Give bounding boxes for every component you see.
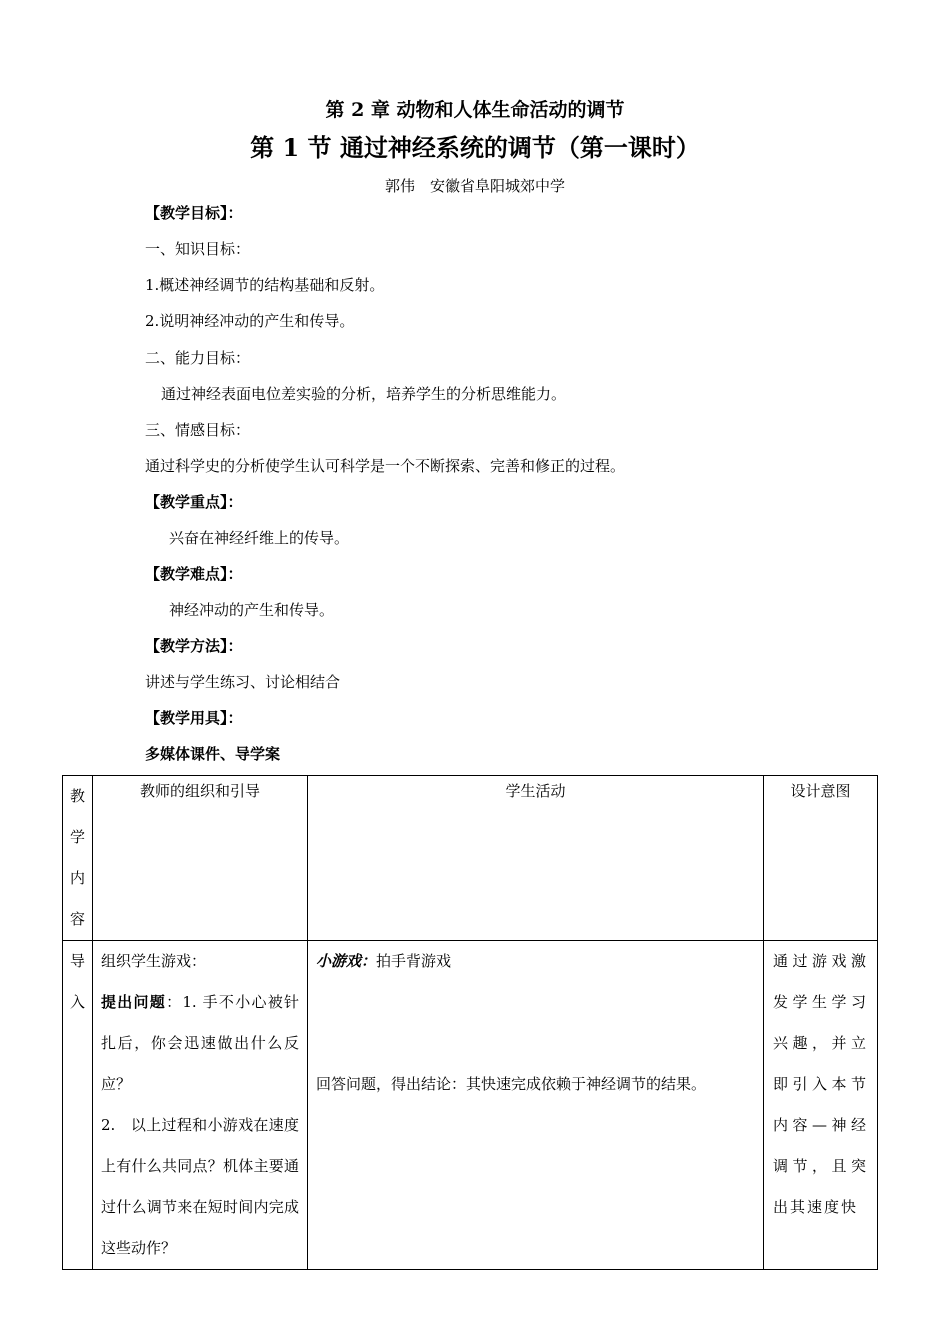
lesson-plan-table	[62, 775, 878, 1270]
emotion-item-1: 通过科学史的分析使学生认可科学是一个不断探索、完善和修正的过程。	[145, 457, 626, 475]
section-title: 第 1 节 通过神经系统的调节（第一课时）	[250, 133, 700, 162]
difficulty-text: 神经冲动的产生和传导。	[169, 601, 335, 619]
tools-text: 多媒体课件、导学案	[145, 745, 281, 763]
teacher-guidance	[93, 941, 307, 1269]
teacher-line-1: 组织学生游戏：	[101, 952, 207, 970]
header-content-char: 容	[69, 910, 85, 928]
header-design: 设计意图	[790, 782, 851, 800]
student-line-2: 回答问题，得出结论：其快速完成依赖于神经调节的结果。	[316, 1075, 707, 1093]
mini-game-text: 拍手背游戏	[376, 952, 452, 970]
table-row	[63, 941, 878, 1270]
header-content-char: 学	[69, 828, 85, 846]
method-label: 【教学方法】：	[145, 637, 243, 655]
header-student: 学生活动	[505, 782, 566, 800]
ability-heading: 二、能力目标：	[145, 349, 251, 367]
author-line: 郭伟 安徽省阜阳城郊中学	[384, 177, 565, 195]
mini-game-label: 小游戏：	[316, 952, 377, 970]
table-header-row	[63, 776, 878, 941]
student-activity	[308, 941, 763, 1105]
goals-label: 【教学目标】：	[145, 204, 243, 222]
tools-label: 【教学用具】：	[145, 709, 243, 727]
ability-item-1: 通过神经表面电位差实验的分析，培养学生的分析思维能力。	[161, 385, 567, 403]
row-design-cell	[764, 941, 878, 1270]
header-teacher-cell	[93, 776, 308, 941]
header-content-char: 教	[69, 787, 85, 805]
method-text: 讲述与学生练习、讨论相结合	[145, 673, 341, 691]
chapter-title: 第 2 章 动物和人体生命活动的调节	[325, 99, 625, 121]
emotion-heading: 三、情感目标：	[145, 421, 251, 439]
knowledge-heading: 一、知识目标：	[145, 240, 251, 258]
row-content-cell	[63, 941, 93, 1270]
row-content-char: 入	[69, 993, 85, 1011]
header-design-cell	[764, 776, 878, 941]
key-point-label: 【教学重点】：	[145, 493, 243, 511]
difficulty-label: 【教学难点】：	[145, 565, 243, 583]
key-point-text: 兴奋在神经纤维上的传导。	[169, 529, 350, 547]
knowledge-item-2: 2.说明神经冲动的产生和传导。	[145, 312, 355, 330]
header-content-cell	[63, 776, 93, 941]
question-text: ：1. 手不小心被针扎后，你会迅速做出什么反应？	[101, 993, 299, 1093]
header-student-cell	[308, 776, 764, 941]
design-intent: 通过游戏激发学生学习兴趣，并立即引入本节内容—神经调节，且突出其速度快	[773, 952, 868, 1216]
knowledge-item-1: 1.概述神经调节的结构基础和反射。	[145, 276, 385, 294]
row-content-char: 导	[69, 952, 85, 970]
teacher-line-3: 2. 以上过程和小游戏在速度上有什么共同点？机体主要通过什么调节来在短时间内完成这些动作？	[101, 1116, 299, 1257]
header-teacher: 教师的组织和引导	[139, 782, 260, 800]
question-label: 提出问题	[101, 993, 167, 1011]
student-line-1	[316, 941, 755, 982]
row-student-cell	[308, 941, 764, 1270]
header-content-char: 内	[69, 869, 85, 887]
teacher-question-block	[101, 982, 299, 1105]
row-teacher-cell	[93, 941, 308, 1270]
